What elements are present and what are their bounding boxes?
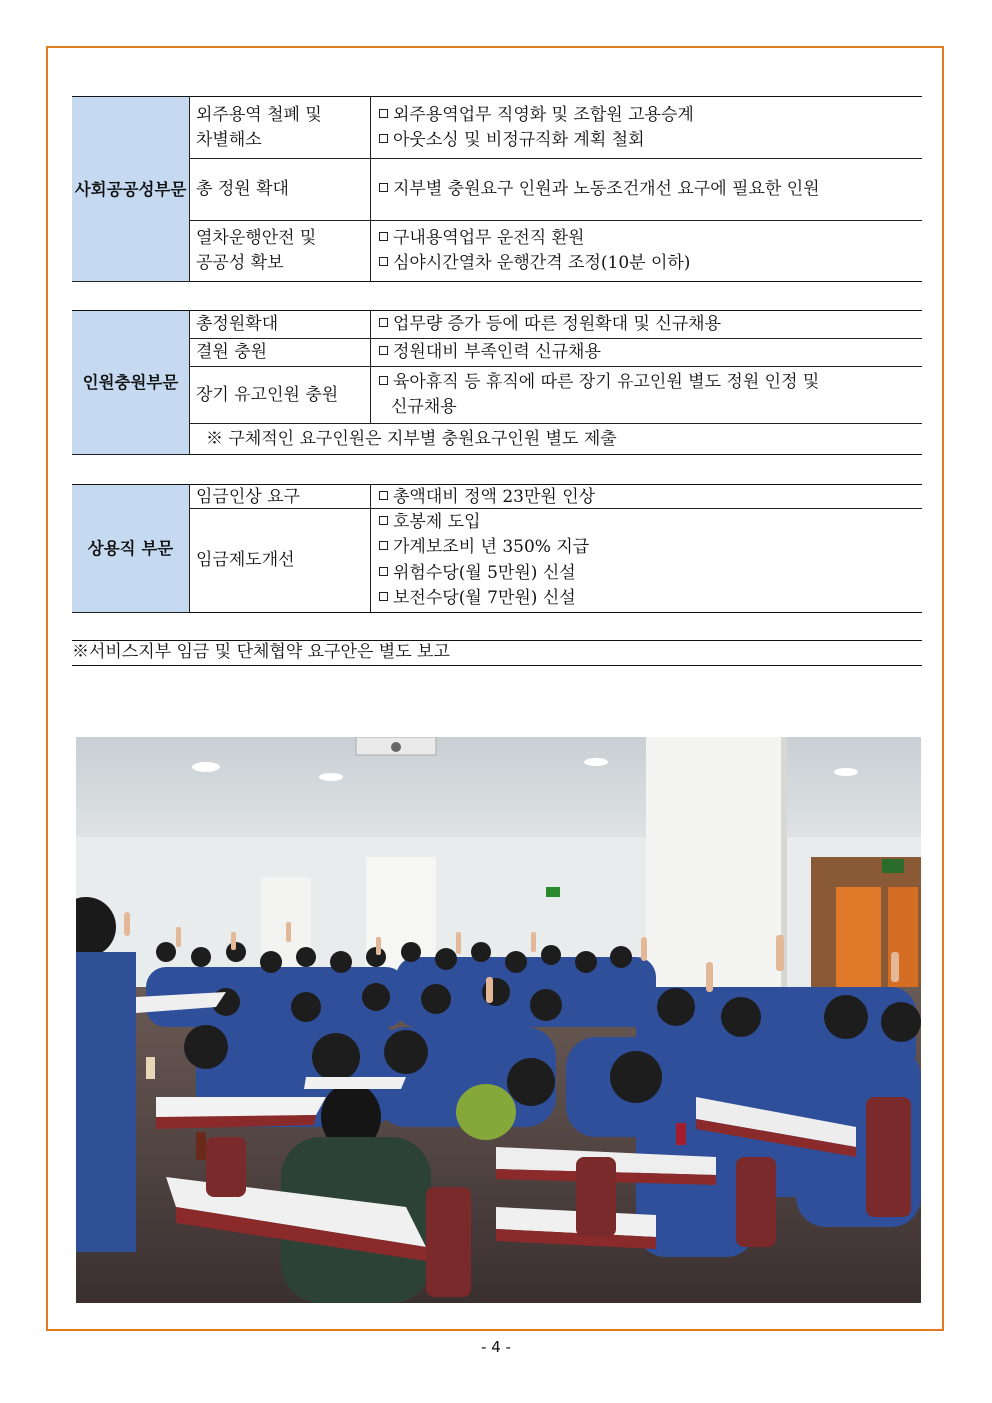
square-bullet-icon — [379, 592, 388, 601]
category-cell: 사회공공성부문 — [72, 97, 190, 282]
detail-cell — [371, 339, 923, 367]
item-text: 결원 충원 — [196, 342, 268, 362]
detail-cell — [371, 311, 923, 339]
item-cell — [190, 221, 371, 282]
square-bullet-icon — [379, 109, 388, 118]
detail-line: 심야시간열차 운행간격 조정(10분 이하) — [377, 251, 916, 276]
table-row — [72, 311, 922, 339]
category-cell: 인원충원부문 — [72, 311, 190, 455]
item-text: 임금제도개선 — [196, 550, 295, 570]
item-text: 열차운행안전 및 — [196, 228, 317, 248]
table-row — [72, 339, 922, 367]
detail-line: 육아휴직 등 휴직에 따른 장기 유고인원 별도 정원 인정 및 — [377, 370, 916, 395]
detail-cell — [371, 485, 923, 509]
item-cell — [190, 159, 371, 221]
detail-line: 정원대비 부족인력 신규채용 — [377, 340, 916, 365]
table-row — [72, 159, 922, 221]
square-bullet-icon — [379, 541, 388, 550]
item-text: 공공성 확보 — [196, 253, 284, 273]
detail-line: 가계보조비 년 350% 지급 — [377, 535, 916, 561]
item-text: 외주용역 철폐 및 — [196, 104, 322, 125]
square-bullet-icon — [379, 376, 388, 385]
detail-line: 호봉제 도입 — [377, 510, 916, 536]
table-regular-workers — [72, 484, 922, 613]
square-bullet-icon — [379, 134, 388, 143]
item-text: 차별해소 — [196, 129, 262, 150]
item-cell — [190, 367, 371, 424]
square-bullet-icon — [379, 232, 388, 241]
square-bullet-icon — [379, 491, 388, 500]
square-bullet-icon — [379, 516, 388, 525]
square-bullet-icon — [379, 346, 388, 355]
table-social-public — [72, 96, 922, 282]
item-text: 임금인상 요구 — [196, 486, 300, 507]
detail-line: 위험수당(월 5만원) 신설 — [377, 561, 916, 587]
square-bullet-icon — [379, 183, 388, 192]
staffing-note: ※ 구체적인 요구인원은 지부별 충원요구인원 별도 제출 — [190, 424, 923, 455]
square-bullet-icon — [379, 257, 388, 266]
table-row — [72, 97, 922, 159]
table-row — [72, 221, 922, 282]
item-cell — [190, 97, 371, 159]
detail-line: 보전수당(월 7만원) 신설 — [377, 586, 916, 612]
detail-cell — [371, 367, 923, 424]
detail-continuation: 신규채용 — [391, 397, 457, 417]
item-text: 총정원확대 — [196, 314, 279, 334]
footnote: ※서비스지부 임금 및 단체협약 요구안은 별도 보고 — [72, 640, 922, 666]
table-staffing — [72, 310, 922, 455]
item-cell — [190, 339, 371, 367]
detail-cell — [371, 509, 923, 613]
page-number: - 4 - — [481, 1338, 511, 1356]
detail-line: 지부별 충원요구 인원과 노동조건개선 요구에 필요한 인원 — [377, 177, 916, 202]
table-row — [72, 424, 922, 455]
detail-line: 업무량 증가 등에 따른 정원확대 및 신규채용 — [377, 312, 916, 337]
detail-line: 총액대비 정액 23만원 인상 — [377, 486, 916, 508]
square-bullet-icon — [379, 318, 388, 327]
item-cell — [190, 311, 371, 339]
meeting-photo — [76, 737, 921, 1303]
table-row — [72, 509, 922, 613]
item-cell — [190, 485, 371, 509]
detail-line: 구내용역업무 운전직 환원 — [377, 226, 916, 251]
detail-line: 아웃소싱 및 비정규직화 계획 철회 — [377, 128, 916, 153]
detail-cell — [371, 221, 923, 282]
table-row — [72, 485, 922, 509]
square-bullet-icon — [379, 567, 388, 576]
item-text: 장기 유고인원 충원 — [196, 384, 339, 405]
detail-cell — [371, 97, 923, 159]
item-text: 총 정원 확대 — [196, 179, 289, 199]
item-cell — [190, 509, 371, 613]
detail-line: 외주용역업무 직영화 및 조합원 고용승계 — [377, 103, 916, 128]
category-cell: 상용직 부문 — [72, 485, 190, 613]
detail-cell — [371, 159, 923, 221]
table-row — [72, 367, 922, 424]
